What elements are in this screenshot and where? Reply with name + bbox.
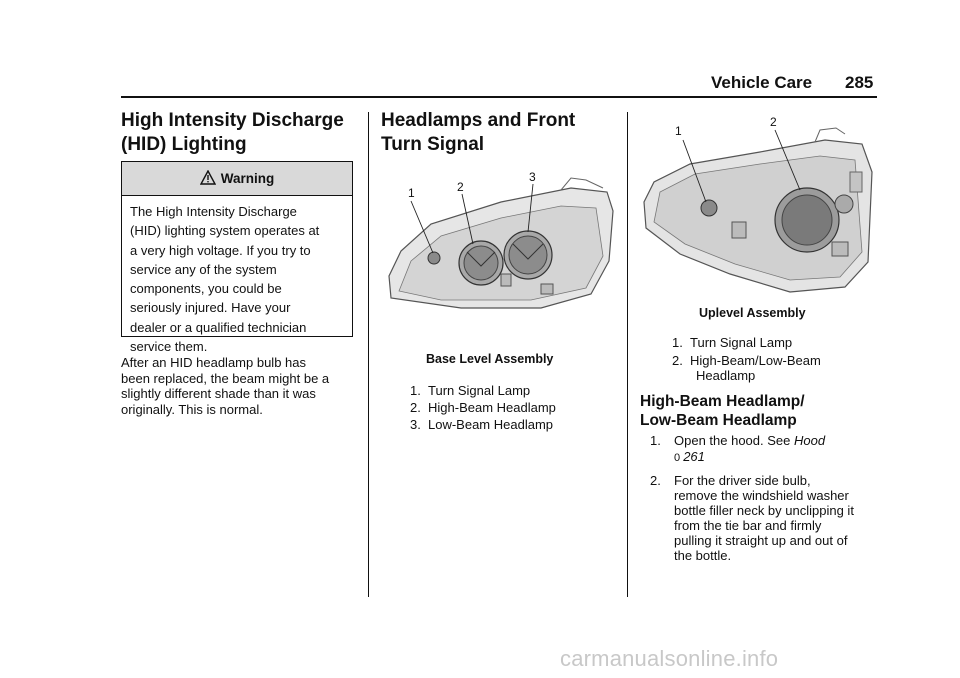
callout-2: 2	[770, 115, 777, 129]
warning-line: dealer or a qualified technician	[130, 319, 307, 335]
base-level-caption: Base Level Assembly	[426, 352, 554, 366]
para-line: slightly different shade than it was	[121, 386, 316, 401]
step-line: from the tie bar and firmly	[674, 518, 822, 533]
step-line: For the driver side bulb,	[674, 473, 811, 488]
header-divider	[121, 96, 877, 98]
warning-line: The High Intensity Discharge	[130, 204, 297, 219]
warning-line: service any of the system	[130, 261, 277, 277]
callout-2: 2	[457, 180, 464, 194]
warning-line: seriously injured. Have your	[130, 300, 291, 316]
list-num: 2.	[410, 400, 421, 415]
subheading-line2: Low-Beam Headlamp	[640, 412, 797, 429]
uplevel-headlamp-illustration	[640, 112, 875, 300]
step-line: pulling it straight up and out of	[674, 533, 848, 548]
step-line: remove the windshield washer	[674, 488, 849, 503]
watermark: carmanualsonline.info	[560, 646, 779, 671]
page-number: 285	[845, 73, 874, 92]
headlamps-heading-line2: Turn Signal	[381, 134, 485, 155]
list-num: 1.	[410, 383, 421, 398]
page-ref-link[interactable]: 261	[683, 449, 705, 464]
list-text: Turn Signal Lamp	[428, 383, 531, 398]
step-num: 1.	[650, 433, 661, 448]
hid-paragraph	[121, 355, 329, 417]
list-text: Headlamp	[696, 368, 756, 383]
list-text: High-Beam Headlamp	[428, 400, 556, 415]
list-num: 1.	[672, 335, 683, 350]
step-text	[674, 473, 854, 563]
callout-1: 1	[675, 124, 682, 138]
warning-box	[121, 161, 353, 355]
page-ref-icon: 0	[674, 452, 684, 464]
uplevel-assembly-figure	[640, 112, 875, 300]
hid-heading-line2: (HID) Lighting	[121, 134, 247, 155]
headlamps-heading-line1: Headlamps and Front	[381, 110, 576, 131]
list-num: 2.	[672, 353, 683, 368]
step-line: bottle filler neck by unclipping it	[674, 503, 854, 518]
list-text: High-Beam/Low-Beam	[690, 353, 821, 368]
list-num: 3.	[410, 417, 421, 432]
column-divider-2	[627, 112, 628, 597]
warning-icon	[200, 170, 216, 188]
warning-line: components, you could be	[130, 281, 282, 297]
warning-text	[122, 196, 352, 356]
hid-heading-line1: High Intensity Discharge	[121, 110, 344, 131]
para-line: After an HID headlamp bulb has	[121, 355, 306, 370]
warning-line: (HID) lighting system operates at	[130, 223, 320, 239]
headlamps-heading	[381, 109, 575, 157]
step-line: the bottle.	[674, 548, 732, 563]
uplevel-caption: Uplevel Assembly	[699, 306, 806, 320]
callout-1: 1	[408, 186, 415, 200]
para-line: originally. This is normal.	[121, 401, 263, 417]
hood-reference-link[interactable]: Hood	[793, 433, 826, 448]
column-divider-1	[368, 112, 369, 597]
step-text	[674, 433, 825, 448]
high-low-beam-heading	[640, 392, 805, 430]
subheading-line1: High-Beam Headlamp/	[640, 393, 805, 410]
hid-heading	[121, 109, 344, 157]
list-text: Low-Beam Headlamp	[428, 417, 554, 432]
step-num: 2.	[650, 473, 661, 488]
list-text: Turn Signal Lamp	[690, 335, 793, 350]
para-line: been replaced, the beam might be a	[121, 370, 330, 386]
warning-line: a very high voltage. If you try to	[130, 242, 311, 258]
warning-line: service them.	[130, 339, 208, 355]
section-title: Vehicle Care	[711, 73, 813, 92]
callout-3: 3	[529, 170, 536, 184]
page-ref-line	[674, 449, 705, 466]
base-level-assembly-figure	[381, 166, 616, 346]
base-headlamp-illustration	[381, 166, 616, 346]
warning-title: Warning	[220, 171, 275, 186]
warning-header	[122, 162, 352, 196]
step-text-main: Open the hood. See	[674, 433, 794, 448]
